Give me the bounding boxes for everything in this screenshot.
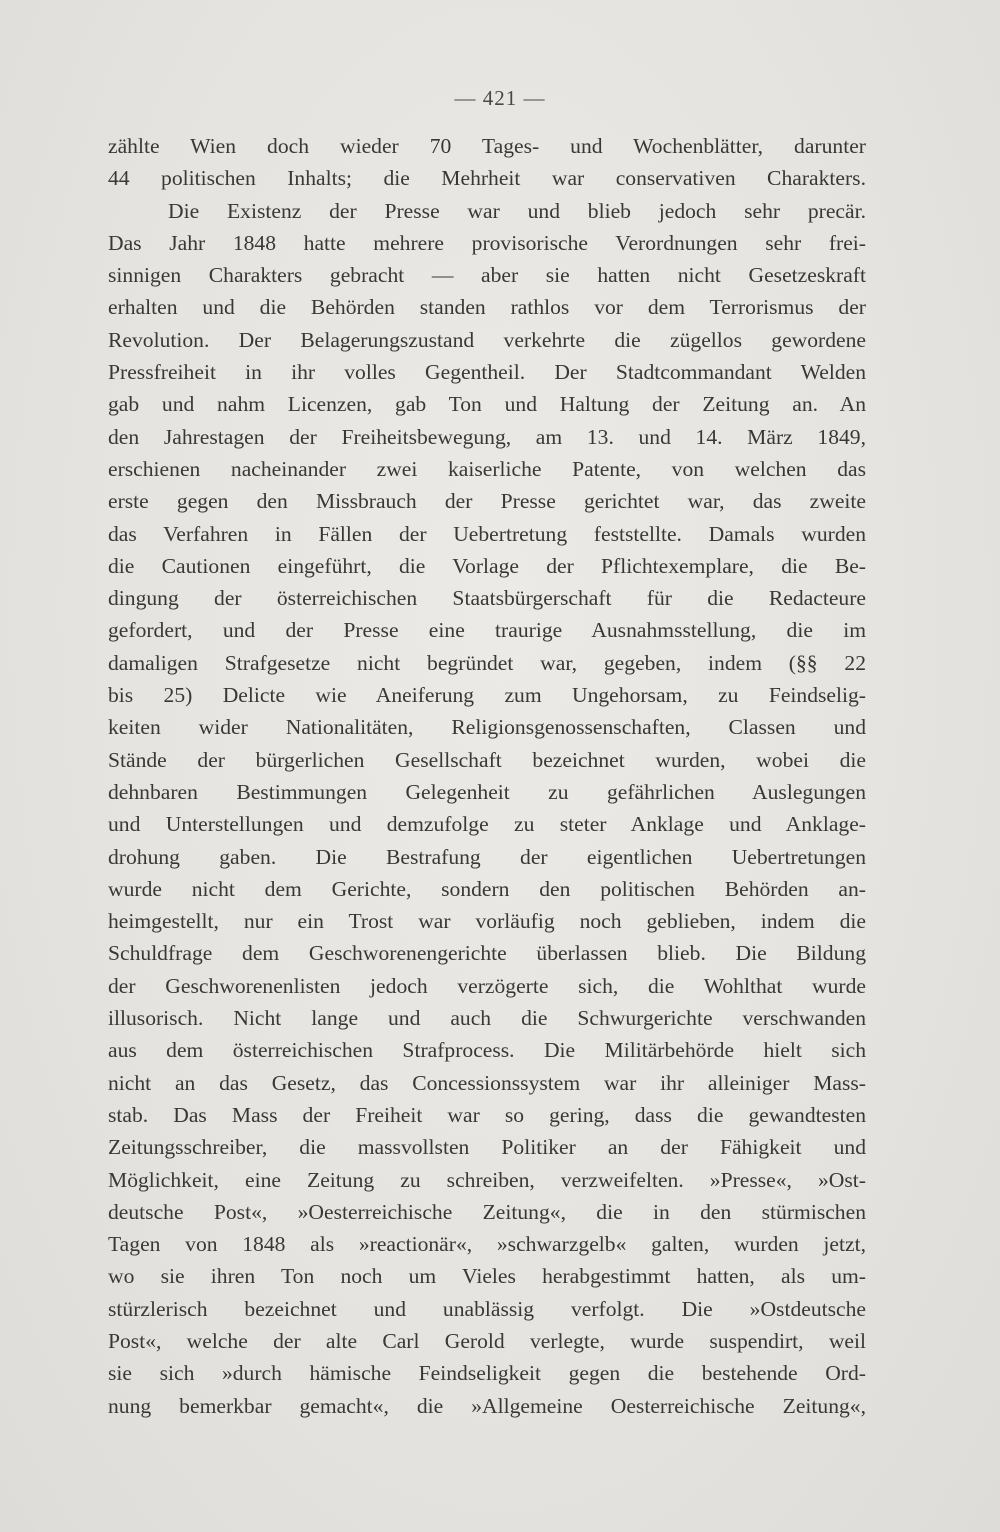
text-line: erhalten und die Behörden standen rathlos vor dem Terrorismus der (108, 295, 866, 320)
paragraph-start-line: Die Existenz der Presse war und blieb jedoch sehr precär. (168, 198, 866, 223)
text-line: heimgestellt, nur ein Trost war vorläufig noch geblieben, indem die (108, 909, 866, 934)
body-text (108, 130, 866, 1422)
text-line: Revolution. Der Belagerungszustand verkehrte die zügellos gewordene (108, 327, 866, 352)
text-line: 44 politischen Inhalts; die Mehrheit war conservativen Charakters. (108, 166, 866, 191)
text-line: Zeitungsschreiber, die massvollsten Politiker an der Fähigkeit und (108, 1135, 866, 1160)
text-line: damaligen Strafgesetze nicht begründet war, gegeben, indem (§§ 22 (108, 650, 866, 675)
text-line: stürzlerisch bezeichnet und unablässig verfolgt. Die »Ostdeutsche (108, 1296, 866, 1321)
text-line: erste gegen den Missbrauch der Presse gerichtet war, das zweite (108, 489, 866, 514)
text-line: gefordert, und der Presse eine traurige Ausnahmsstellung, die im (108, 618, 866, 643)
text-line: das Verfahren in Fällen der Uebertretung feststellte. Damals wurden (108, 521, 866, 546)
text-line: illusorisch. Nicht lange und auch die Schwurgerichte verschwanden (108, 1006, 866, 1031)
text-line: deutsche Post«, »Oesterreichische Zeitung«, die in den stürmischen (108, 1199, 866, 1224)
text-line: sie sich »durch hämische Feindseligkeit gegen die bestehende Ord- (108, 1361, 866, 1386)
text-line: aus dem österreichischen Strafprocess. Die Militärbehörde hielt sich (108, 1038, 866, 1063)
text-line: Pressfreiheit in ihr volles Gegentheil. Der Stadtcommandant Welden (108, 360, 866, 385)
text-line: stab. Das Mass der Freiheit war so gering, dass die gewandtesten (108, 1102, 866, 1127)
text-line: wo sie ihren Ton noch um Vieles herabgestimmt hatten, als um- (108, 1264, 866, 1289)
text-line: Möglichkeit, eine Zeitung zu schreiben, verzweifelten. »Presse«, »Ost- (108, 1167, 866, 1192)
text-line: Das Jahr 1848 hatte mehrere provisorische Verordnungen sehr frei- (108, 230, 866, 255)
text-line: nung bemerkbar gemacht«, die »Allgemeine Oesterreichische Zeitung«, (108, 1393, 866, 1418)
text-line: dingung der österreichischen Staatsbürgerschaft für die Redacteure (108, 586, 866, 611)
text-line: zählte Wien doch wieder 70 Tages- und Wochenblätter, darunter (108, 134, 866, 158)
text-line: erschienen nacheinander zwei kaiserliche Patente, von welchen das (108, 456, 866, 481)
text-line: nicht an das Gesetz, das Concessionssystem war ihr alleiniger Mass- (108, 1070, 866, 1095)
text-line: gab und nahm Licenzen, gab Ton und Haltung der Zeitung an. An (108, 392, 866, 417)
text-line: keiten wider Nationalitäten, Religionsgenossenschaften, Classen und (108, 715, 866, 740)
text-line: den Jahrestagen der Freiheitsbewegung, am 13. und 14. März 1849, (108, 424, 866, 449)
text-line: drohung gaben. Die Bestrafung der eigentlichen Uebertretungen (108, 844, 866, 869)
page-number: — 421 — (454, 86, 546, 110)
text-line: Post«, welche der alte Carl Gerold verlegte, wurde suspendirt, weil (108, 1328, 866, 1353)
text-line: dehnbaren Bestimmungen Gelegenheit zu gefährlichen Auslegungen (108, 779, 866, 804)
text-line: Tagen von 1848 als »reactionär«, »schwarzgelb« galten, wurden jetzt, (108, 1232, 866, 1257)
text-line: Stände der bürgerlichen Gesellschaft bezeichnet wurden, wobei die (108, 747, 866, 772)
text-line: sinnigen Charakters gebracht — aber sie hatten nicht Gesetzeskraft (108, 263, 866, 288)
text-line: der Geschworenenlisten jedoch verzögerte sich, die Wohlthat wurde (108, 973, 866, 998)
text-line: wurde nicht dem Gerichte, sondern den politischen Behörden an- (108, 876, 866, 901)
text-line: bis 25) Delicte wie Aneiferung zum Ungehorsam, zu Feindselig- (108, 683, 866, 708)
text-line: und Unterstellungen und demzufolge zu steter Anklage und Anklage- (108, 812, 866, 837)
text-line: die Cautionen eingeführt, die Vorlage der Pflichtexemplare, die Be- (108, 553, 866, 578)
text-line: Schuldfrage dem Geschworenengerichte überlassen blieb. Die Bildung (108, 941, 866, 966)
